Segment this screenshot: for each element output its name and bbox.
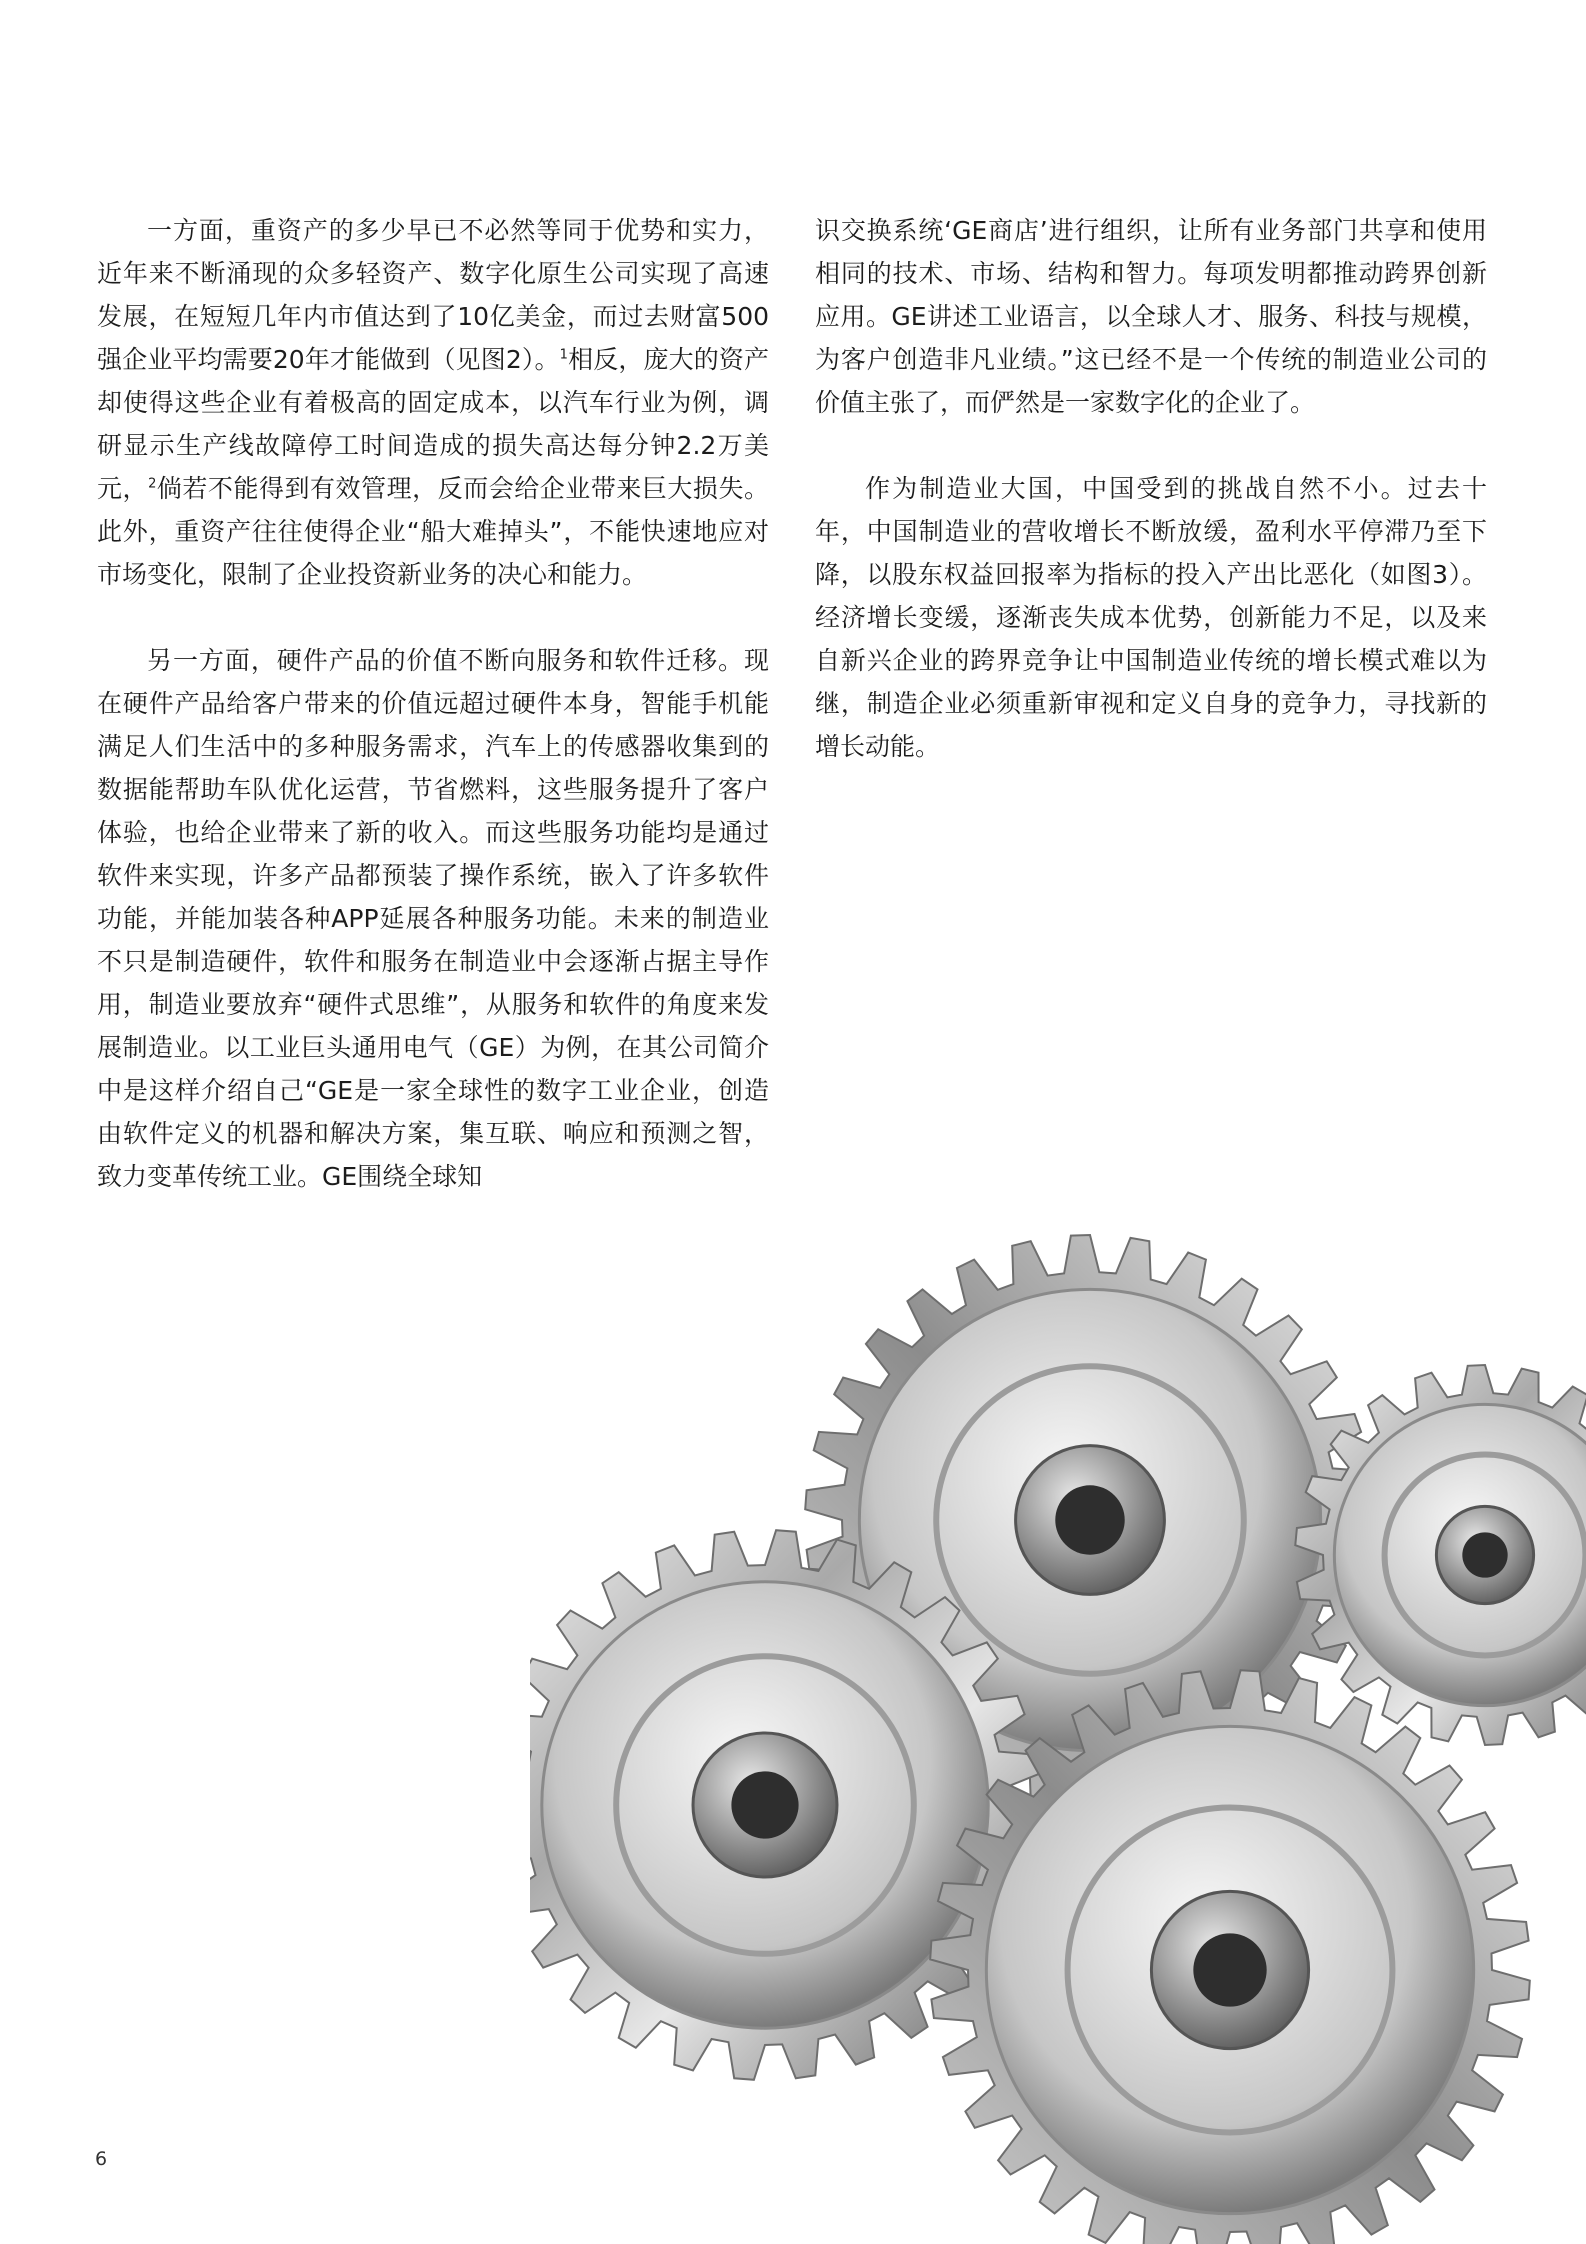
left-column [97, 209, 769, 1241]
footnote-ref-1[interactable]: 1 [559, 347, 568, 363]
right-column [815, 209, 1487, 811]
page-number: 6 [95, 2148, 108, 2170]
gears-icon [530, 1190, 1586, 2244]
paragraph-china-challenge: 作为制造业大国，中国受到的挑战自然不小。过去十年，中国制造业的营收增长不断放缓，盈利水平停滞乃至下降，以股东权益回报率为指标的投入产出比恶化（如图3）。经济增长变缓，逐渐丧失成本优势，创新能力不足，以及来自新兴企业的跨界竞争让中国制造业传统的增长模式难以为继，制造企业必须重新审视和定义自身的竞争力，寻找新的增长动能。 [815, 474, 1487, 761]
paragraph-asset-heavy: 一方面，重资产的多少早已不必然等同于优势和实力，近年来不断涌现的众多轻资产、数字化原生公司实现了高速发展，在短短几年内市值达到了10亿美金，而过去财富500强企业平均需要20年才能做到（见图2）。$^1$相反，庞大的资产却使得这些企业有着极高的固定成本，以汽车行业为例，调研显示生产线故障停工时间造成的损失高达每分钟2.2万美元，$^2$倘若不能得到有效管理，反而会给企业带来巨大损失。此外，重资产往往使得企业“船大难掉头”，不能快速地应对市场变化，限制了企业投资新业务的决心和能力。 [97, 216, 769, 589]
footnote-ref-2[interactable]: 2 [148, 476, 157, 492]
paragraph-ge-continued: 识交换系统‘GE商店’进行组织，让所有业务部门共享和使用相同的技术、市场、结构和智力。每项发明都推动跨界创新应用。GE讲述工业语言，以全球人才、服务、科技与规模，为客户创造非凡业绩。”这已经不是一个传统的制造业公司的价值主张了，而俨然是一家数字化的企业了。 [815, 216, 1487, 417]
paragraph-software-services: 另一方面，硬件产品的价值不断向服务和软件迁移。现在硬件产品给客户带来的价值远超过硬件本身，智能手机能满足人们生活中的多种服务需求，汽车上的传感器收集到的数据能帮助车队优化运营，节省燃料，这些服务提升了客户体验，也给企业带来了新的收入。而这些服务功能均是通过软件来实现，许多产品都预装了操作系统，嵌入了许多软件功能，并能加装各种APP延展各种服务功能。未来的制造业不只是制造硬件，软件和服务在制造业中会逐渐占据主导作用，制造业要放弃“硬件式思维”，从服务和软件的角度来发展制造业。以工业巨头通用电气（GE）为例，在其公司简介中是这样介绍自己“GE是一家全球性的数字工业企业，创造由软件定义的机器和解决方案，集互联、响应和预测之智，致力变革传统工业。GE围绕全球知 [97, 646, 769, 1191]
